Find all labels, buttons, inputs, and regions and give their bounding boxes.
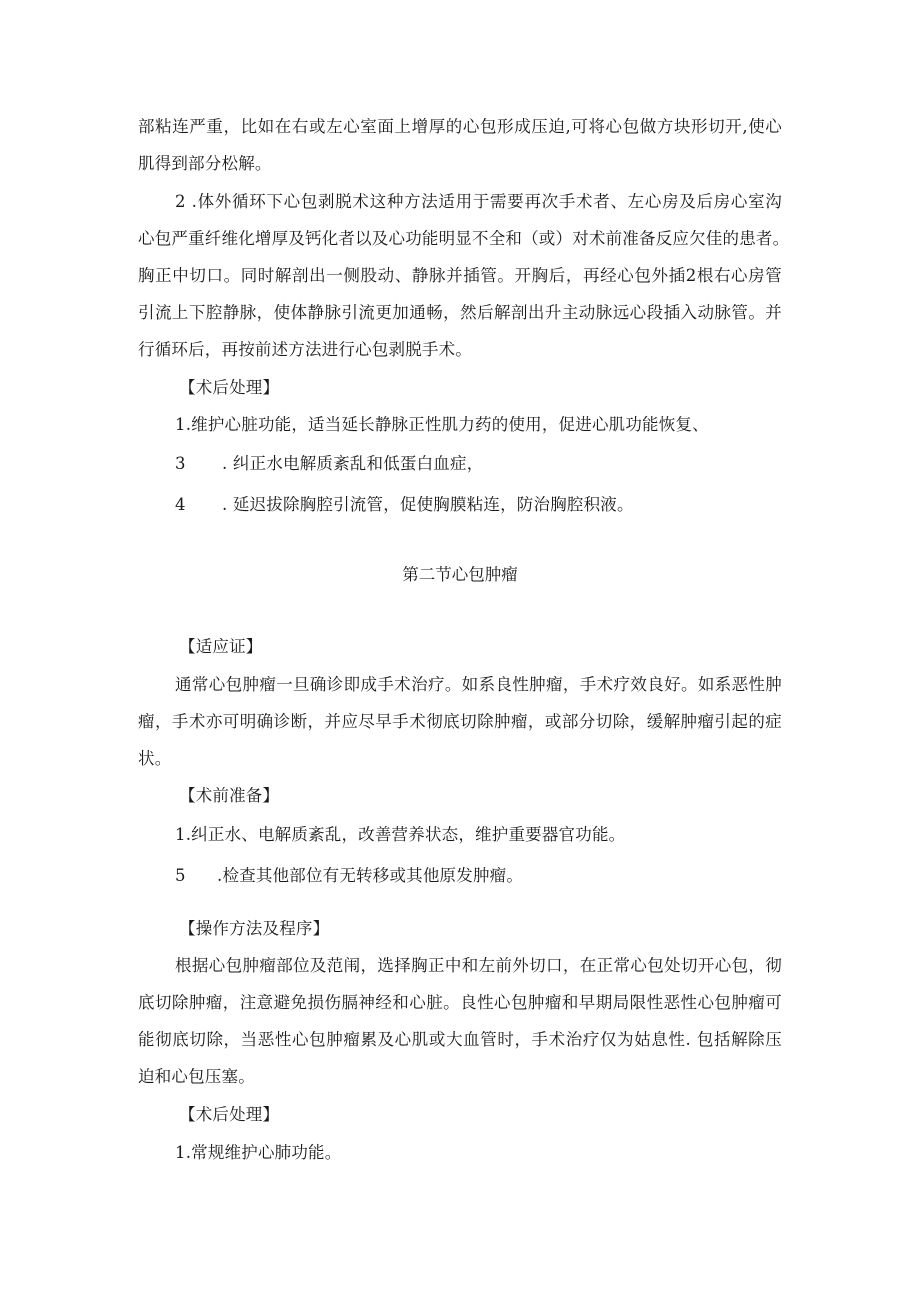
- list-item: [175, 494, 634, 516]
- paragraph-line: 迫和心包压塞。: [138, 1067, 255, 1086]
- list-item: [175, 453, 483, 475]
- paragraph-line: 行循环后，再按前述方法进行心包剥脱手术。: [138, 340, 472, 359]
- paragraph-line: 能彻底切除，当恶性心包肿瘤累及心肌或大血管时，手术治疗仅为姑息性. 包括解除压: [138, 1030, 782, 1049]
- paragraph-line: 瘤，手术亦可明确诊断，并应尽早手术彻底切除肿瘤，或部分切除，缓解肿瘤引起的症: [138, 712, 782, 731]
- section-heading: 【操作方法及程序】: [179, 919, 330, 938]
- paragraph-line: 底切除肿瘤，注意避免损伤膈神经和心脏。良性心包肿瘤和早期局限性恶性心包肿瘤可: [138, 993, 782, 1012]
- list-item: 1.维护心脏功能，适当延长静脉正性肌力药的使用，促进心肌功能恢复、: [175, 415, 709, 434]
- list-item: 1.常规维护心肺功能。: [175, 1143, 342, 1162]
- paragraph-line: 状。: [138, 749, 172, 768]
- paragraph-line: 引流上下腔静脉，使体静脉引流更加通畅，然后解剖出升主动脉远心段插入动脉管。并: [138, 303, 782, 322]
- paragraph-line: 部粘连严重，比如在右或左心室面上增厚的心包形成压迫,可将心包做方块形切开,使心: [138, 117, 782, 136]
- list-number: 5: [175, 866, 186, 885]
- list-number: 4: [175, 495, 186, 514]
- list-item-text: .检查其他部位有无转移或其他原发肿瘤。: [217, 866, 524, 885]
- list-item: [175, 865, 523, 887]
- list-item: 1.纠正水、电解质紊乱，改善营养状态，维护重要器官功能。: [175, 825, 626, 844]
- list-number: 3: [175, 454, 186, 473]
- section-heading: 【术后处理】: [179, 378, 280, 397]
- paragraph-line: 通常心包肿瘤一旦确诊即成手术治疗。如系良性肿瘤，手术疗效良好。如系恶性肿: [175, 675, 782, 694]
- paragraph-line: 肌得到部分松解。: [138, 154, 272, 173]
- section-heading: 【术前准备】: [179, 786, 280, 805]
- paragraph-line: 根据心包肿瘤部位及范闱，选择胸正中和左前外切口，在正常心包处切开心包，彻: [175, 956, 782, 975]
- list-item-text: . 纠正水电解质紊乱和低蛋白血症，: [222, 454, 484, 473]
- list-item-text: . 延迟拔除胸腔引流管，促使胸膜粘连，防治胸腔积液。: [222, 495, 634, 514]
- paragraph-line: 2 .体外循环下心包剥脱术这种方法适用于需要再次手术者、左心房及后房心室沟: [175, 192, 782, 211]
- paragraph-line: 心包严重纤维化增厚及钙化者以及心功能明显不全和（或）对术前准备反应欠佳的患者。: [138, 229, 790, 248]
- section-heading: 【术后处理】: [179, 1105, 280, 1124]
- chapter-heading: 第二节心包肿瘤: [402, 565, 518, 584]
- section-heading: 【适应证】: [179, 637, 263, 656]
- paragraph-line: 胸正中切口。同时解剖出一侧股动、静脉并插管。开胸后，再经心包外插2根右心房管: [138, 266, 782, 285]
